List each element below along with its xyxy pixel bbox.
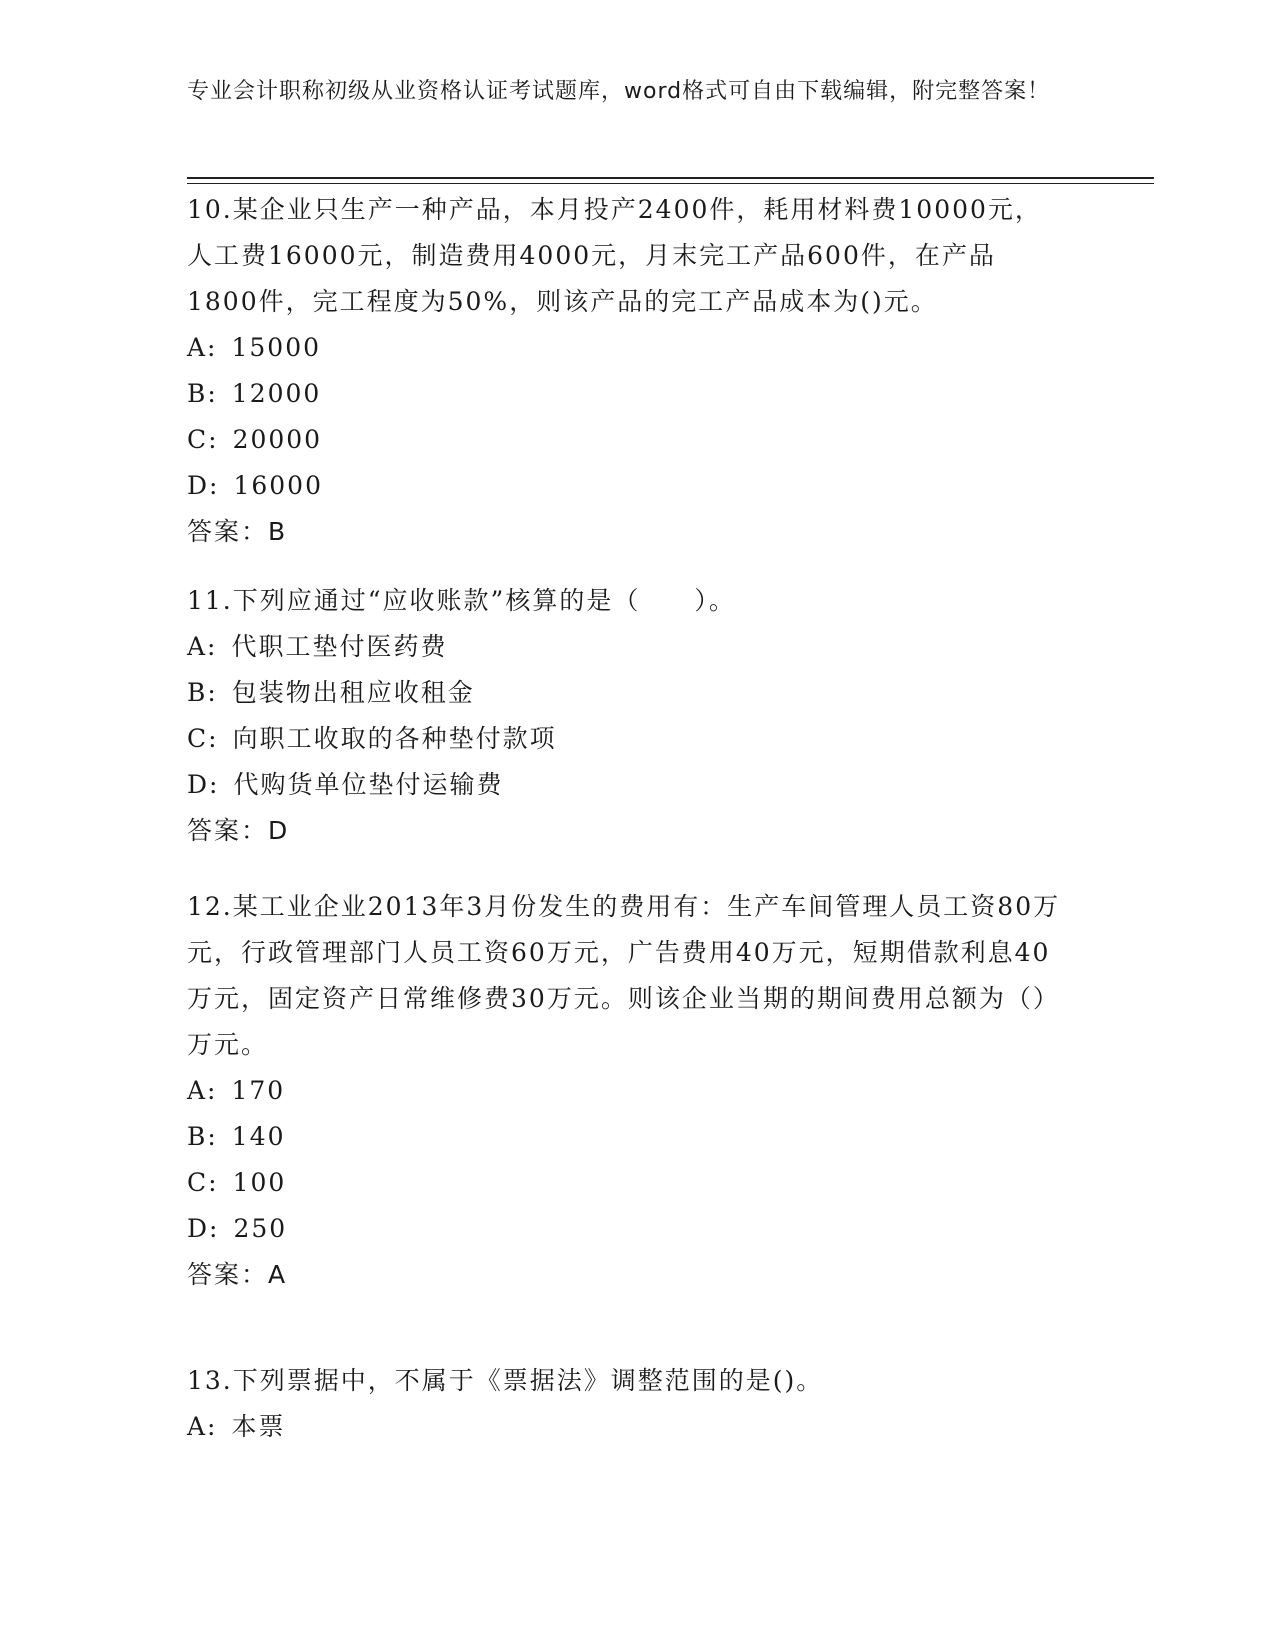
question-13 (187, 1358, 1067, 1450)
header-divider-thin (187, 183, 1154, 184)
option-a (187, 1404, 1067, 1450)
option-text: 100 (232, 1168, 287, 1197)
option-text: 本票 (231, 1412, 286, 1441)
option-b (187, 670, 1067, 716)
option-letter: B: (187, 678, 218, 707)
header-note: 专业会计职称初级从业资格认证考试题库，word格式可自由下载编辑，附完整答案！ (187, 79, 1051, 104)
option-c (187, 417, 1067, 463)
option-d (187, 762, 1067, 808)
option-letter: C: (187, 724, 219, 753)
option-a (187, 624, 1067, 670)
answer-label: 答案：A (187, 1260, 288, 1289)
question-stem: 11.下列应通过“应收账款”核算的是（ ）。 (187, 586, 736, 615)
option-text: 250 (233, 1214, 288, 1243)
option-b (187, 1114, 1067, 1160)
option-text: 12000 (231, 379, 322, 408)
option-text: 向职工收取的各种垫付款项 (232, 724, 557, 753)
option-b (187, 371, 1067, 417)
question-stem: 10.某企业只生产一种产品，本月投产2400件，耗用材料费10000元，人工费16000元，制造费用4000元，月末完工产品600件，在产品1800件，完工程度为50%，则该产品的完工产品成本为()元。 (187, 195, 1042, 316)
answer-label: 答案：D (187, 816, 290, 845)
header-divider-thick (187, 177, 1154, 179)
option-d (187, 463, 1067, 509)
question-11 (187, 578, 1067, 854)
option-text: 170 (231, 1076, 286, 1105)
option-text: 15000 (231, 333, 322, 362)
option-letter: A: (187, 1412, 218, 1441)
option-text: 代职工垫付医药费 (231, 632, 448, 661)
option-a (187, 325, 1067, 371)
option-text: 代购货单位垫付运输费 (233, 770, 504, 799)
option-text: 140 (231, 1122, 286, 1151)
option-c (187, 1160, 1067, 1206)
answer-label: 答案：B (187, 517, 288, 546)
option-letter: B: (187, 1122, 218, 1151)
option-letter: D: (187, 770, 220, 799)
option-letter: C: (187, 1168, 219, 1197)
question-stem: 12.某工业企业2013年3月份发生的费用有：生产车间管理人员工资80万元，行政管理部门人员工资60万元，广告费用40万元，短期借款利息40万元，固定资产日常维修费30万元。则该企业当期的期间费用总额为（）万元。 (187, 892, 1061, 1059)
option-a (187, 1068, 1067, 1114)
option-text: 包装物出租应收租金 (231, 678, 475, 707)
question-10 (187, 187, 1067, 555)
option-letter: D: (187, 471, 220, 500)
option-letter: C: (187, 425, 219, 454)
option-letter: D: (187, 1214, 220, 1243)
option-letter: B: (187, 379, 218, 408)
question-stem: 13.下列票据中，不属于《票据法》调整范围的是()。 (187, 1366, 824, 1395)
option-text: 16000 (233, 471, 323, 500)
option-c (187, 716, 1067, 762)
option-d (187, 1206, 1067, 1252)
option-letter: A: (187, 333, 218, 362)
option-letter: A: (187, 1076, 218, 1105)
option-text: 20000 (232, 425, 323, 454)
option-letter: A: (187, 632, 218, 661)
question-12 (187, 884, 1067, 1298)
